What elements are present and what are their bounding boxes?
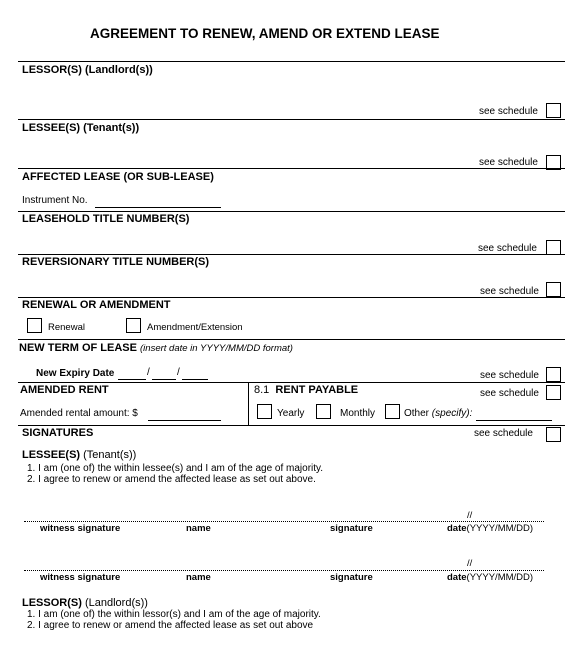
date-slashes: // xyxy=(467,510,473,521)
date-format: (YYYY/MM/DD) xyxy=(466,523,534,534)
see-schedule-label: see schedule xyxy=(478,243,537,254)
expiry-year-field[interactable] xyxy=(118,379,146,380)
see-schedule-checkbox-rent[interactable] xyxy=(546,385,561,400)
signature-line-1[interactable] xyxy=(24,521,544,522)
other-heading xyxy=(404,408,472,419)
see-schedule-label: see schedule xyxy=(474,428,533,439)
date-heading xyxy=(447,523,533,534)
column-divider xyxy=(248,382,249,425)
expiry-month-field[interactable] xyxy=(152,379,176,380)
new-term-label: NEW TERM OF LEASE xyxy=(19,342,137,354)
lessor-statement-1: 1. I am (one of) the within lessor(s) and I am of the age of majority. xyxy=(27,609,321,620)
divider xyxy=(18,297,565,298)
yearly-label: Yearly xyxy=(277,408,305,419)
amended-rent-label: AMENDED RENT xyxy=(20,384,109,396)
divider xyxy=(18,425,565,426)
lessor-statement-2: 2. I agree to renew or amend the affected lease as set out above xyxy=(27,620,314,631)
divider xyxy=(18,168,565,169)
reversionary-label: REVERSIONARY TITLE NUMBER(S) xyxy=(22,256,210,268)
date-label: date xyxy=(447,523,467,534)
signatures-label: SIGNATURES xyxy=(22,427,94,439)
see-schedule-label: see schedule xyxy=(479,106,538,117)
monthly-checkbox[interactable] xyxy=(316,404,331,419)
divider xyxy=(18,119,565,120)
amendment-checkbox[interactable] xyxy=(126,318,141,333)
affected-lease-label: AFFECTED LEASE (OR SUB-LEASE) xyxy=(22,171,214,183)
new-term-note: (insert date in YYYY/MM/DD format) xyxy=(140,343,293,354)
rent-payable-label: RENT PAYABLE xyxy=(275,384,359,396)
amended-amount-label: Amended rental amount: $ xyxy=(20,408,138,419)
yearly-checkbox[interactable] xyxy=(257,404,272,419)
see-schedule-label: see schedule xyxy=(480,388,539,399)
rent-payable-number: 8.1 xyxy=(254,384,270,396)
signature-line-2[interactable] xyxy=(24,570,544,571)
date-heading xyxy=(447,572,533,583)
lessee-label: LESSEE(S) (Tenant(s)) xyxy=(22,122,140,134)
signature-label: signature xyxy=(330,572,373,583)
renewal-label: RENEWAL OR AMENDMENT xyxy=(22,299,171,311)
other-specify: (specify): xyxy=(431,408,473,419)
expiry-label: New Expiry Date xyxy=(36,368,115,379)
date-format: (YYYY/MM/DD) xyxy=(466,572,534,583)
witness-signature-label: witness signature xyxy=(40,572,121,583)
other-checkbox[interactable] xyxy=(385,404,400,419)
see-schedule-label: see schedule xyxy=(480,286,539,297)
new-term-heading xyxy=(19,342,293,354)
date-slashes: // xyxy=(467,558,473,569)
amended-amount-field[interactable] xyxy=(148,420,221,421)
date-separator: / xyxy=(147,367,150,378)
lessor-label: LESSOR(S) (Landlord(s)) xyxy=(22,64,153,76)
rent-payable-heading xyxy=(254,384,358,396)
name-label: name xyxy=(186,523,211,534)
lessee-sig-sub: (Tenant(s)) xyxy=(83,449,137,461)
lessee-statement-1: 1. I am (one of) the within lessee(s) and I am of the age of majority. xyxy=(27,463,324,474)
name-label: name xyxy=(186,572,211,583)
instrument-field[interactable] xyxy=(95,207,221,208)
divider xyxy=(18,61,565,62)
see-schedule-checkbox-reversionary[interactable] xyxy=(546,282,561,297)
date-separator: / xyxy=(177,367,180,378)
monthly-label: Monthly xyxy=(340,408,376,419)
date-label: date xyxy=(447,572,467,583)
other-specify-field[interactable] xyxy=(476,420,552,421)
witness-signature-label: witness signature xyxy=(40,523,121,534)
lessee-sig-heading xyxy=(22,449,136,461)
lessor-sig-sub: (Landlord(s)) xyxy=(84,597,148,609)
renewal-checkbox[interactable] xyxy=(27,318,42,333)
other-label: Other xyxy=(404,408,430,419)
expiry-day-field[interactable] xyxy=(182,379,208,380)
see-schedule-checkbox-new-term[interactable] xyxy=(546,367,561,382)
see-schedule-checkbox-leasehold[interactable] xyxy=(546,240,561,255)
instrument-label: Instrument No. xyxy=(22,195,88,206)
signature-label: signature xyxy=(330,523,373,534)
see-schedule-checkbox-signatures[interactable] xyxy=(546,427,561,442)
lessor-sig-label: LESSOR(S) xyxy=(22,597,82,609)
divider xyxy=(18,382,565,383)
lessee-sig-label: LESSEE(S) xyxy=(22,449,81,461)
lessee-statement-2: 2. I agree to renew or amend the affected lease as set out above. xyxy=(27,474,316,485)
see-schedule-label: see schedule xyxy=(480,370,539,381)
divider xyxy=(18,211,565,212)
amendment-option-label: Amendment/Extension xyxy=(147,322,243,333)
leasehold-label: LEASEHOLD TITLE NUMBER(S) xyxy=(22,213,190,225)
divider xyxy=(18,339,565,340)
page-title: AGREEMENT TO RENEW, AMEND OR EXTEND LEASE xyxy=(90,26,440,41)
see-schedule-label: see schedule xyxy=(479,157,538,168)
divider xyxy=(18,254,565,255)
renewal-option-label: Renewal xyxy=(48,322,85,333)
see-schedule-checkbox-lessor[interactable] xyxy=(546,103,561,118)
lessor-sig-heading xyxy=(22,597,148,609)
